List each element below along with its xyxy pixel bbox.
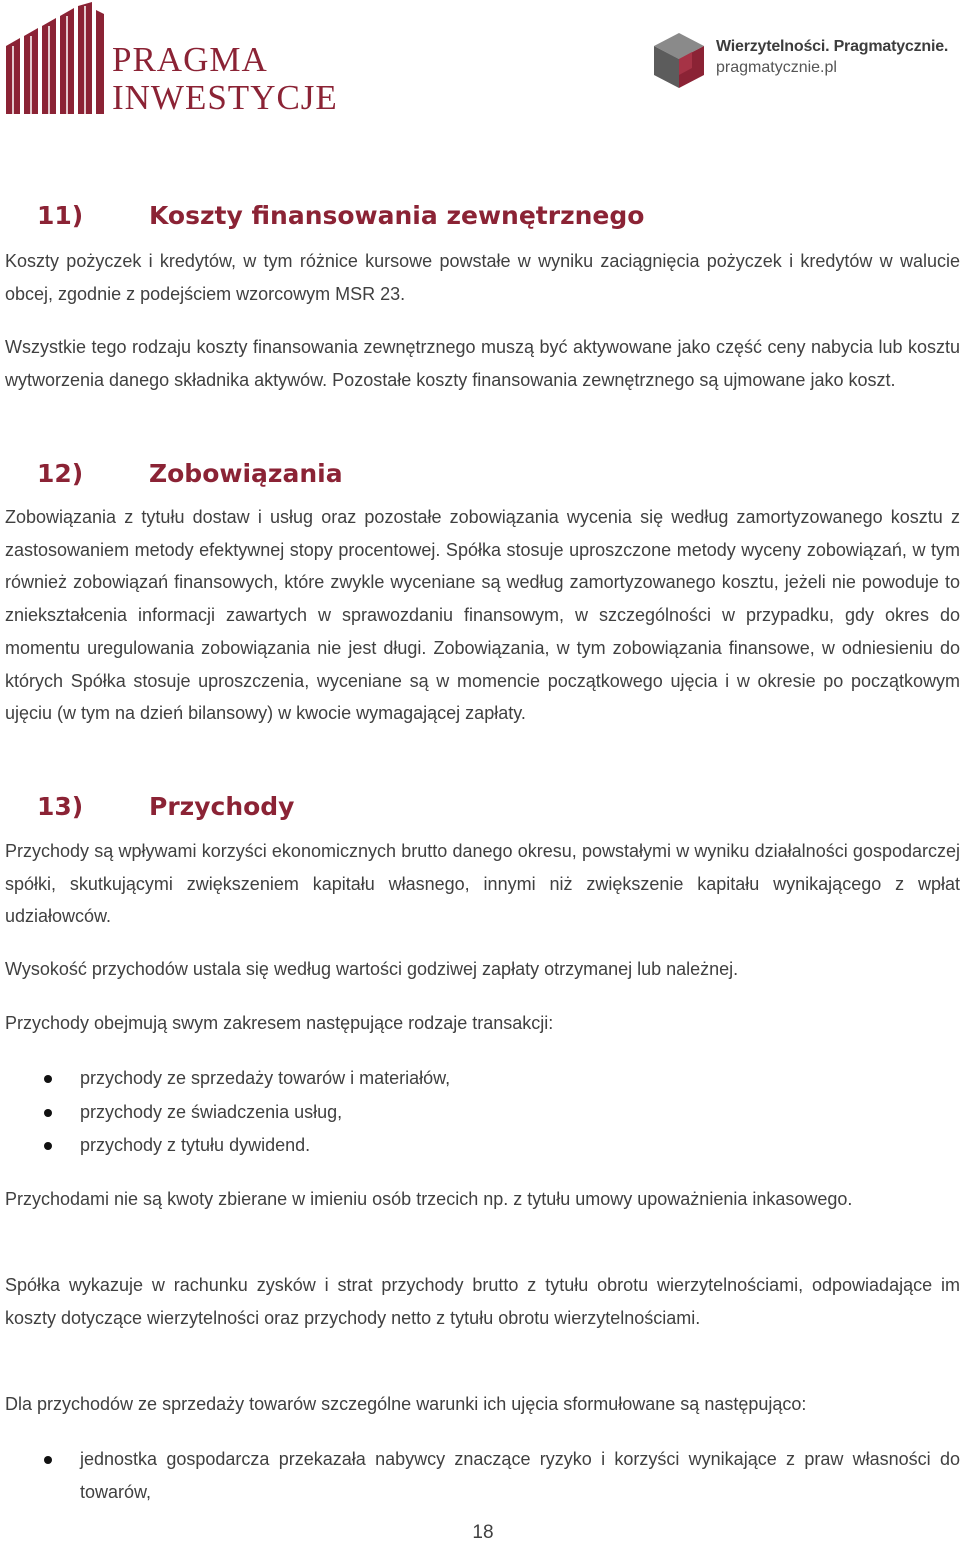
list-item: przychody ze sprzedaży towarów i materiałów, — [0, 1062, 960, 1096]
section-11-paragraph-1: Koszty pożyczek i kredytów, w tym różnice kursowe powstałe w wyniku zaciągnięcia pożyczek i kredytów w walucie obcej, zgodnie z podejściem wzorcowym MSR 23. — [5, 251, 960, 304]
section-13-paragraph-4: Przychodami nie są kwoty zbierane w imieniu osób trzecich np. z tytułu umowy upoważnienia inkasowego. — [5, 1189, 853, 1209]
recognition-conditions-list — [0, 1443, 960, 1509]
section-12-number: 12) — [37, 459, 84, 488]
section-13-heading — [37, 792, 294, 821]
section-12-heading — [37, 459, 343, 488]
bullet-icon — [44, 1456, 52, 1464]
transaction-types-list — [0, 1062, 960, 1163]
section-13-paragraph-3: Przychody obejmują swym zakresem następujące rodzaje transakcji: — [5, 1013, 554, 1033]
pragma-inwestycje-logo — [4, 2, 338, 122]
logo-text-pragma: PRAGMA — [112, 40, 268, 79]
page-number: 18 — [472, 1522, 494, 1543]
section-11-paragraph-2: Wszystkie tego rodzaju koszty finansowania zewnętrznego muszą być aktywowane jako część ceny nabycia lub kosztu wytworzenia danego składnika aktywów. Pozostałe koszty finansowania zewnętrznego są ujmowane jako koszt. — [5, 337, 960, 390]
section-11-heading — [37, 201, 644, 230]
logo-url: pragmatycznie.pl — [716, 59, 837, 76]
list-item: jednostka gospodarcza przekazała nabywcy znaczące ryzyko i korzyści wynikające z praw własności do towarów, — [0, 1443, 960, 1509]
section-11-number: 11) — [37, 201, 84, 230]
section-13-number: 13) — [37, 792, 84, 821]
bullet-icon — [44, 1142, 52, 1150]
section-13-paragraph-1: Przychody są wpływami korzyści ekonomicznych brutto danego okresu, powstałymi w wyniku działalności gospodarczej spółki, skutkującymi zwiększeniem kapitału własnego, innymi niż zwiększenie kapitału wynikającego z wpłat udziałowców. — [5, 841, 960, 927]
buildings-icon — [4, 2, 108, 120]
pragmatycznie-logo — [648, 30, 960, 100]
section-13-paragraph-6: Dla przychodów ze sprzedaży towarów szczególne warunki ich ujęcia sformułowane są następująco: — [5, 1394, 807, 1414]
page-header — [0, 0, 960, 130]
list-item: przychody ze świadczenia usług, — [0, 1096, 960, 1130]
cube-icon — [648, 30, 710, 92]
bullet-icon — [44, 1075, 52, 1083]
section-13-title: Przychody — [149, 792, 295, 821]
section-13-paragraph-5: Spółka wykazuje w rachunku zysków i strat przychody brutto z tytułu obrotu wierzytelnościami, odpowiadające im koszty dotyczące wierzytelności oraz przychody netto z tytułu obrotu wierzytelnościami. — [5, 1275, 960, 1328]
section-12-paragraph-1: Zobowiązania z tytułu dostaw i usług oraz pozostałe zobowiązania wycenia się według zamortyzowanego kosztu z zastosowaniem metody efektywnej stopy procentowej. Spółka stosuje uproszczone metody wyceny zobowiązań, w tym również zobowiązań finansowych, które zwykle wyceniane są według zamortyzowanego kosztu, jeżeli nie powoduje to zniekształcenia informacji zawartych w sprawozdaniu finansowym, w szczególności w przypadku, gdy okres do momentu uregulowania zobowiązania nie jest długi. Zobowiązania, w tym zobowiązania finansowe, w odniesieniu do których Spółka stosuje uproszczenia, wyceniane są w momencie początkowego ujęcia i w okresie po początkowym ujęciu (w tym na dzień bilansowy) w kwocie wymagającej zapłaty. — [5, 507, 960, 724]
logo-tagline: Wierzytelności. Pragmatycznie. — [716, 38, 949, 55]
section-13-paragraph-2: Wysokość przychodów ustala się według wartości godziwej zapłaty otrzymanej lub należnej. — [5, 959, 739, 979]
list-item: przychody z tytułu dywidend. — [0, 1129, 960, 1163]
section-12-title: Zobowiązania — [149, 459, 343, 488]
bullet-icon — [44, 1109, 52, 1117]
logo-text-inwestycje: INWESTYCJE — [112, 78, 338, 117]
section-11-title: Koszty finansowania zewnętrznego — [149, 201, 645, 230]
